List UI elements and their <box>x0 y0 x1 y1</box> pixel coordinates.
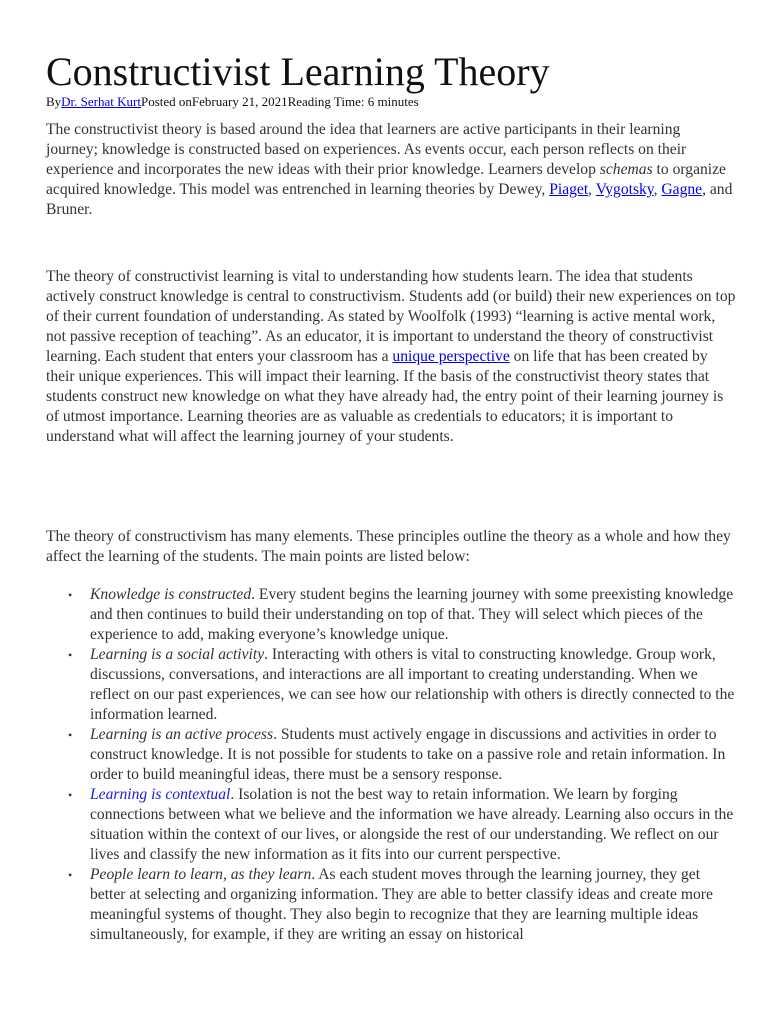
piaget-link[interactable]: Piaget <box>549 181 589 198</box>
principles-list <box>46 585 736 945</box>
bullet-icon: • <box>68 728 73 742</box>
principle-text: . Isolation is not the best way to retain information. We learn by forging connections between what we believe and the information we have already. Learning also occurs in the situation within the context of our lives, or alongside the rest of our understanding. We reflect on our lives and classify the new information as it fits into our current perspective. <box>90 786 734 863</box>
gagne-link[interactable]: Gagne <box>661 181 703 198</box>
intro-paragraph <box>46 120 736 220</box>
bullet-icon: • <box>68 648 73 662</box>
principle-title: Learning is an active process <box>90 726 274 743</box>
intro-separator: , <box>588 181 596 198</box>
intro-separator: , <box>653 181 662 198</box>
principle-title: Learning is a social activity <box>90 646 265 663</box>
principle-text: . Every student begins the learning journey with some preexisting knowledge and then continues to build their understanding on top of that. They will select which pieces of the experience to add, making everyone’s knowledge unique. <box>90 586 734 643</box>
principle-text: . As each student moves through the learning journey, they get better at selecting and organizing information. They are able to better classify ideas and create more meaningful systems of thought. They also begin to recognize that they are learning multiple ideas simultaneously, for example, if they are writing an essay on historical <box>90 866 713 943</box>
meta-date: February 21, 2021 <box>191 94 288 109</box>
bullet-icon: • <box>68 868 73 882</box>
list-item <box>46 785 736 865</box>
list-item <box>46 585 736 645</box>
principle-title-link[interactable]: Learning is contextual <box>90 786 231 803</box>
meta-by-label: By <box>46 94 62 109</box>
intro-text-b: to organize acquired knowledge. This model was entrenched in learning theories by Dewey, <box>46 161 726 198</box>
article-title: Constructivist Learning Theory <box>46 49 550 94</box>
author-link[interactable]: Dr. Serhat Kurt <box>61 94 141 109</box>
elements-paragraph: The theory of constructivism has many elements. These principles outline the theory as a whole and how they affect the learning of the students. The main points are listed below: <box>46 528 731 565</box>
importance-text-a: The theory of constructivist learning is vital to understanding how students learn. The idea that students actively construct knowledge is central to constructivism. Students add (or build) their new experiences on top of their current foundation of understanding. As stated by Woolfolk (1993) “learning is active mental work, not passive reception of teaching”. As an educator, it is important to understand the theory of constructivist learning. Each student that enters your classroom has a <box>46 268 736 365</box>
principle-text: . Students must actively engage in discussions and activities in order to construct knowledge. It is not possible for students to take on a passive role and retain information. In order to build meaningful ideas, there must be a sensory response. <box>90 726 726 783</box>
intro-text-c: , and Bruner. <box>46 181 733 218</box>
bullet-icon: • <box>68 788 73 802</box>
vygotsky-link[interactable]: Vygotsky <box>595 181 654 198</box>
meta-reading-time-label: Reading Time: <box>287 94 368 109</box>
article-meta <box>46 94 419 110</box>
list-item <box>46 725 736 785</box>
intro-emphasis-schemas: schemas <box>599 161 653 178</box>
meta-posted-label: Posted on <box>140 94 192 109</box>
intro-text-a: The constructivist theory is based around the idea that learners are active participants in their learning journey; knowledge is constructed based on experiences. As events occur, each person reflects on their experience and incorporates the new ideas with their prior knowledge. Learners develop <box>46 121 687 178</box>
importance-text-b: on life that has been created by their unique experiences. This will impact their learning. If the basis of the constructivist theory states that students construct new knowledge on what they have already had, the entry point of their learning journey is of utmost importance. Learning theories are as valuable as credentials to educators; it is important to understand what will affect the learning journey of your students. <box>46 348 724 445</box>
importance-paragraph <box>46 267 736 447</box>
principle-title: People learn to learn, as they learn <box>90 866 312 883</box>
principle-text: . Interacting with others is vital to constructing knowledge. Group work, discussions, conversations, and interactions are all important to creating understanding. When we reflect on our past experiences, we can see how our relationship with others is directly connected to the information learned. <box>90 646 735 723</box>
meta-reading-time: 6 minutes <box>367 94 419 109</box>
list-item <box>46 645 736 725</box>
bullet-icon: • <box>68 588 73 602</box>
unique-perspective-link[interactable]: unique perspective <box>392 348 510 365</box>
principle-title: Knowledge is constructed <box>90 586 252 603</box>
list-item <box>46 865 736 945</box>
